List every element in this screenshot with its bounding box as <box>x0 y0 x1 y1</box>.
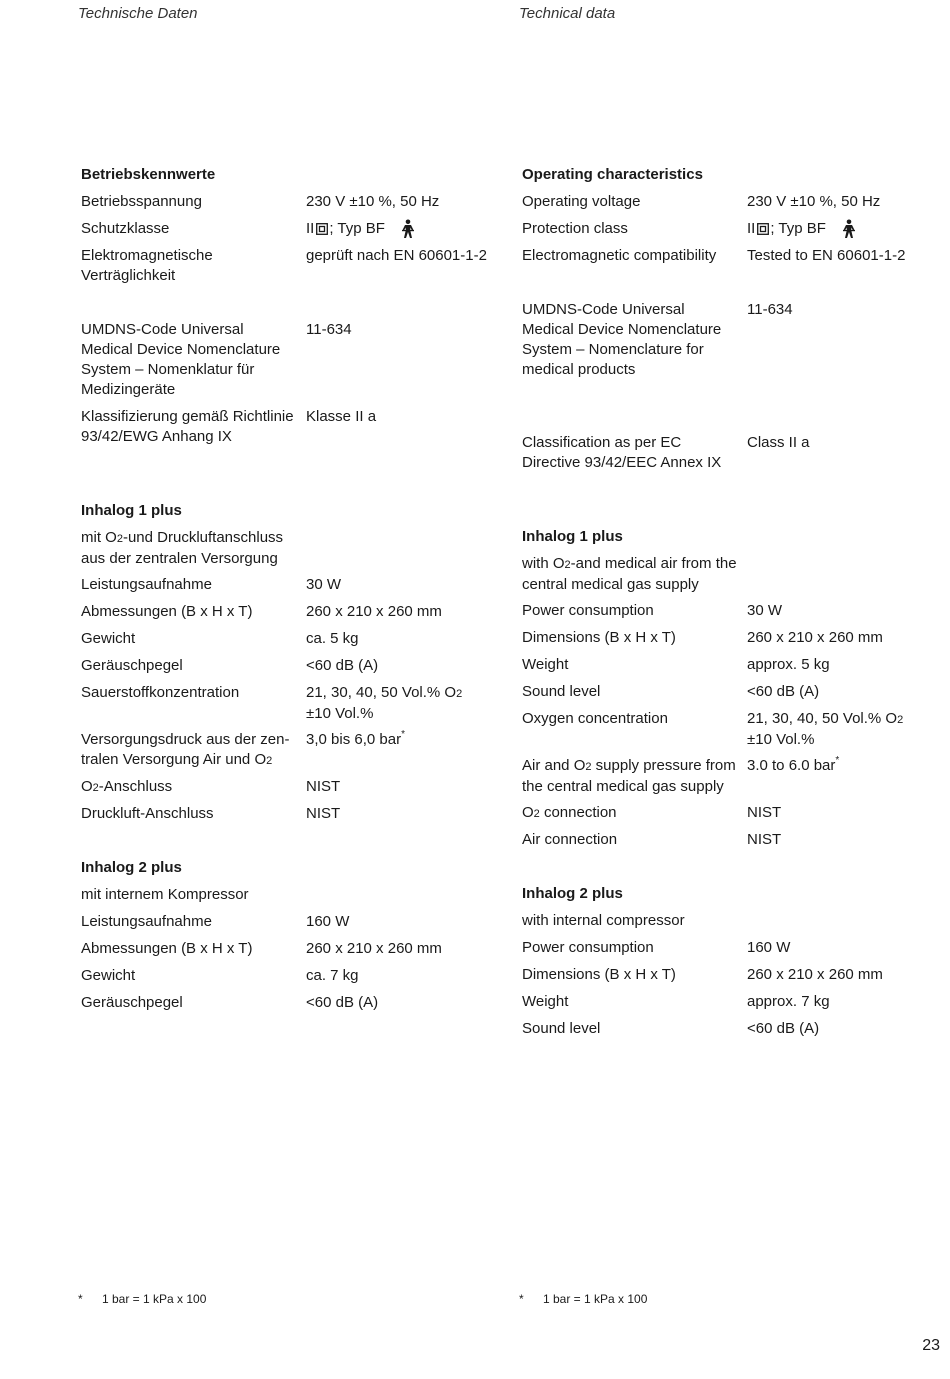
voltage-label: Operating voltage <box>522 193 641 210</box>
o2-connection-value: NIST <box>747 804 782 821</box>
weight-value: ca. 7 kg <box>306 967 359 984</box>
noise-value: <60 dB (A) <box>306 657 379 674</box>
section-title-operating: Betriebskennwerte <box>81 166 216 183</box>
emc-value: geprüft nach EN 60601-1-2 <box>306 247 487 264</box>
inhalog-1-description: with O2-and medical air from the central medical gas supply <box>522 555 737 593</box>
inhalog-2-description: mit internem Kompressor <box>81 886 249 903</box>
pressure-label: Air and O2 supply pressure from the central medical gas supply <box>522 757 736 795</box>
footnote-asterisk: * <box>78 1292 83 1306</box>
umdns-value: 11-634 <box>306 321 352 338</box>
o2-connection-label: O2-Anschluss <box>81 778 173 795</box>
noise-label: Sound level <box>522 683 601 700</box>
power-value: 30 W <box>747 602 783 619</box>
section-title-inhalog-2: Inhalog 2 plus <box>522 885 623 902</box>
protection-class-value: II ; Typ BF <box>747 219 947 239</box>
footnote-asterisk: * <box>519 1292 524 1306</box>
umdns-label: UMDNS-Code Universal Medical Device Nomenclature System – Nomenclature for medical products <box>522 301 722 378</box>
inhalog-2-description: with internal compressor <box>522 912 685 929</box>
footnote-text: 1 bar = 1 kPa x 100 <box>102 1292 207 1306</box>
protection-class-label: Schutzklasse <box>81 220 170 237</box>
noise-value: <60 dB (A) <box>747 1020 820 1037</box>
english-column <box>522 165 947 1046</box>
type-bf-person-icon <box>842 219 856 239</box>
oxygen-value: 21, 30, 40, 50 Vol.% O2 ±10 Vol.% <box>747 710 904 748</box>
air-connection-label: Druckluft-Anschluss <box>81 805 214 822</box>
power-label: Power consumption <box>522 602 654 619</box>
protection-class-label: Protection class <box>522 220 628 237</box>
weight-value: ca. 5 kg <box>306 630 359 647</box>
classification-label: Klassifizierung gemäß Richtlinie 93/42/EWG Anhang IX <box>81 408 294 445</box>
running-header-de: Technische Daten <box>78 5 198 22</box>
section-title-inhalog-1: Inhalog 1 plus <box>81 502 182 519</box>
dimensions-label: Dimensions (B x H x T) <box>522 629 676 646</box>
footnote-marker: * <box>835 755 840 766</box>
section-title-inhalog-1: Inhalog 1 plus <box>522 528 623 545</box>
weight-label: Weight <box>522 993 569 1010</box>
weight-label: Weight <box>522 656 569 673</box>
air-connection-label: Air connection <box>522 831 618 848</box>
oxygen-value: 21, 30, 40, 50 Vol.% O2 ±10 Vol.% <box>306 684 463 722</box>
type-bf-person-icon <box>401 219 415 239</box>
air-connection-value: NIST <box>306 805 341 822</box>
weight-label: Gewicht <box>81 630 136 647</box>
dimensions-label: Abmessungen (B x H x T) <box>81 940 253 957</box>
voltage-label: Betriebsspannung <box>81 193 202 210</box>
oxygen-label: Sauerstoffkonzentration <box>81 684 240 701</box>
power-label: Leistungsaufnahme <box>81 576 212 593</box>
voltage-value: 230 V ±10 %, 50 Hz <box>747 193 881 210</box>
dimensions-value: 260 x 210 x 260 mm <box>747 966 883 983</box>
air-connection-value: NIST <box>747 831 782 848</box>
dimensions-value: 260 x 210 x 260 mm <box>306 603 442 620</box>
power-value: 160 W <box>747 939 791 956</box>
power-value: 160 W <box>306 913 350 930</box>
emc-label: Electromagnetic compatibility <box>522 247 717 264</box>
pressure-value: 3.0 to 6.0 bar* <box>747 755 840 774</box>
voltage-value: 230 V ±10 %, 50 Hz <box>306 193 440 210</box>
german-column <box>81 165 506 1020</box>
o2-connection-label: O2 connection <box>522 804 617 821</box>
section-title-inhalog-2: Inhalog 2 plus <box>81 859 182 876</box>
page-number: 23 <box>922 1337 940 1354</box>
oxygen-label: Oxygen concentration <box>522 710 668 727</box>
power-label: Leistungsaufnahme <box>81 913 212 930</box>
pressure-value: 3,0 bis 6,0 bar* <box>306 729 405 748</box>
footnote-text: 1 bar = 1 kPa x 100 <box>543 1292 648 1306</box>
dimensions-value: 260 x 210 x 260 mm <box>747 629 883 646</box>
noise-value: <60 dB (A) <box>306 994 379 1011</box>
o2-connection-value: NIST <box>306 778 341 795</box>
classification-value: Class II a <box>747 434 810 451</box>
emc-label: Elektromagnetische Verträglichkeit <box>81 247 213 284</box>
double-insulation-icon <box>316 223 328 235</box>
noise-value: <60 dB (A) <box>747 683 820 700</box>
umdns-label: UMDNS-Code Universal Medical Device Nomenclature System – Nomenklatur für Medizingeräte <box>81 321 281 398</box>
section-title-operating: Operating characteristics <box>522 166 703 183</box>
dimensions-label: Dimensions (B x H x T) <box>522 966 676 983</box>
power-value: 30 W <box>306 576 342 593</box>
dimensions-value: 260 x 210 x 260 mm <box>306 940 442 957</box>
classification-label: Classification as per EC Directive 93/42/EEC Annex IX <box>522 434 722 471</box>
power-label: Power consumption <box>522 939 654 956</box>
emc-value: Tested to EN 60601-1-2 <box>747 247 906 264</box>
double-insulation-icon <box>757 223 769 235</box>
dimensions-label: Abmessungen (B x H x T) <box>81 603 253 620</box>
pressure-label: Versorgungsdruck aus der zen-tralen Versorgung Air und O2 <box>81 731 290 768</box>
footnote-marker: * <box>401 729 405 740</box>
running-header-en: Technical data <box>519 5 616 22</box>
weight-label: Gewicht <box>81 967 136 984</box>
noise-label: Geräuschpegel <box>81 994 183 1011</box>
protection-class-value: II ; Typ BF <box>306 219 506 239</box>
classification-value: Klasse II a <box>306 408 377 425</box>
umdns-value: 11-634 <box>747 301 793 318</box>
weight-value: approx. 5 kg <box>747 656 830 673</box>
noise-label: Geräuschpegel <box>81 657 183 674</box>
inhalog-1-description: mit O2-und Druckluftanschluss aus der zentralen Versorgung <box>81 529 284 567</box>
weight-value: approx. 7 kg <box>747 993 830 1010</box>
noise-label: Sound level <box>522 1020 601 1037</box>
